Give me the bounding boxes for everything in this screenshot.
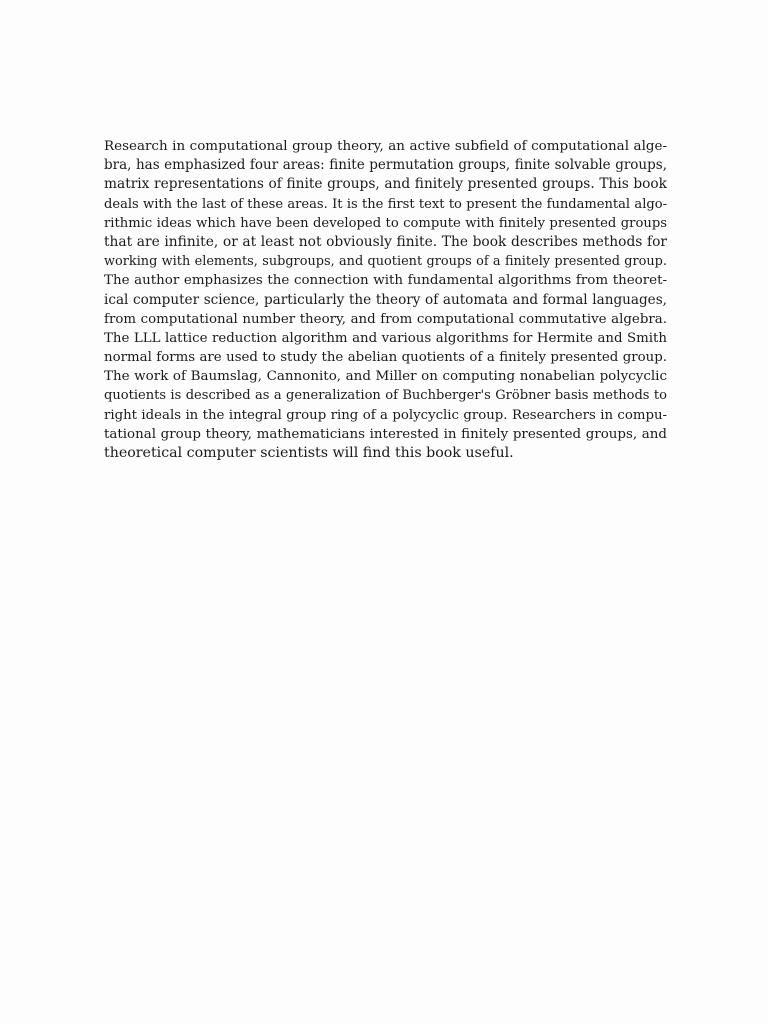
text-line: right ideals in the integral group ring of a polycyclic group. Researchers in compu- (104, 407, 667, 423)
text-line: tational group theory, mathematicians interested in finitely presented groups, and (104, 426, 667, 442)
text-line: matrix representations of finite groups, and finitely presented groups. This book (104, 176, 667, 193)
text-line: quotients is described as a generalization of Buchberger's Gröbner basis methods to (104, 388, 667, 404)
text-line: The author emphasizes the connection with fundamental algorithms from theoret- (104, 273, 667, 289)
text-line: working with elements, subgroups, and quotient groups of a finitely presented group. (104, 254, 667, 270)
text-line: ical computer science, particularly the theory of automata and formal languages, (104, 291, 667, 308)
text-line: rithmic ideas which have been developed to compute with finitely presented groups (104, 215, 667, 231)
text-line-last: theoretical computer scientists will find this book useful. (104, 445, 514, 461)
text-line: from computational number theory, and from computational commutative algebra. (104, 311, 667, 327)
text-line: normal forms are used to study the abelian quotients of a finitely presented group. (104, 350, 667, 366)
abstract-paragraph (104, 137, 667, 463)
text-line: The work of Baumslag, Cannonito, and Miller on computing nonabelian polycyclic (104, 369, 667, 385)
text-line: The LLL lattice reduction algorithm and various algorithms for Hermite and Smith (104, 330, 667, 346)
text-line: that are infinite, or at least not obviously finite. The book describes methods for (104, 233, 667, 250)
text-line: bra, has emphasized four areas: finite permutation groups, finite solvable groups, (104, 157, 667, 174)
text-line: deals with the last of these areas. It is the first text to present the fundamental algo- (104, 196, 667, 212)
text-line: Research in computational group theory, an active subfield of computational alge- (104, 139, 667, 154)
